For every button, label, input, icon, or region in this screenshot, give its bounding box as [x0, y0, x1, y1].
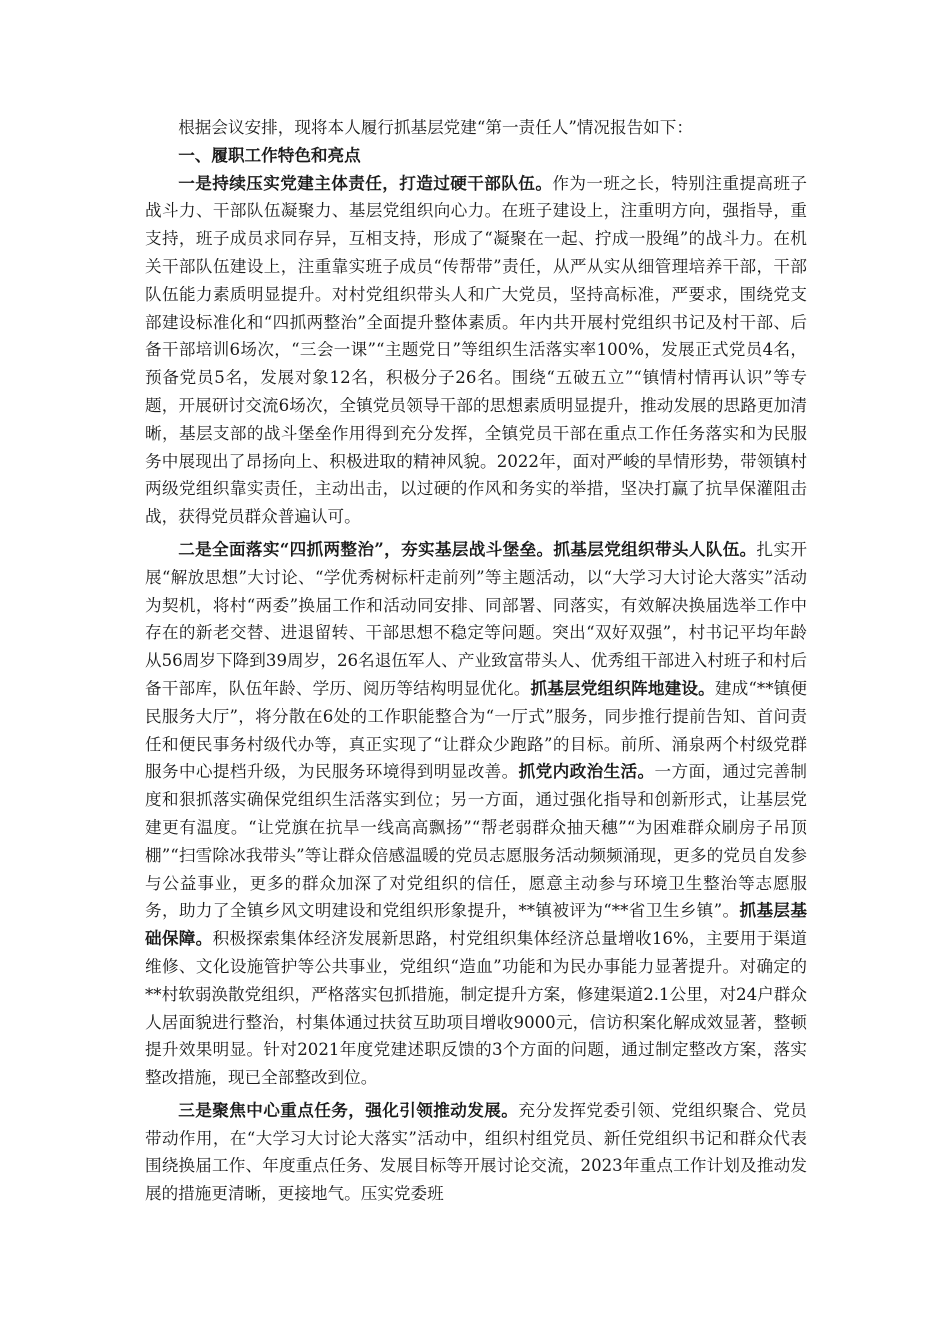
paragraph-2-body-3: 一方面，通过完善制度和狠抓落实确保党组织生活落实到位；另一方面，通过强化指导和创新形式，让基层党建更有温度。“让党旗在抗旱一线高高飘扬”“帮老弱群众抽天穗”“为困难群众刷房子吊顶棚”“扫雪除冰我带头”等让群众倍感温暖的党员志愿服务活动频频涌现，更多的党员自发参与公益事业，更多的群众加深了对党组织的信任，愿意主动参与环境卫生整治等志愿服务，助力了全镇乡风文明建设和党组织形象提升，**镇被评为“**省卫生乡镇”。	[145, 762, 807, 921]
paragraph-3-body: 充分发挥党委引领、党组织聚合、党员带动作用，在“大学习大讨论大落实”活动中，组织村组党员、新任党组织书记和群众代表围绕换届工作、年度重点任务、发展目标等开展讨论交流，2023年重点工作计划及推动发展的措施更清晰，更接地气。压实党委班	[145, 1100, 808, 1204]
paragraph-3	[145, 1097, 807, 1208]
paragraph-1-lead: 一是持续压实党建主体责任，打造过硬干部队伍。	[178, 172, 553, 193]
intro-paragraph: 根据会议安排，现将本人履行抓基层党建“第一责任人”情况报告如下：	[178, 118, 693, 137]
paragraph-2-lead-4: 抓基层基础保障。	[145, 900, 808, 949]
paragraph-2-lead: 二是全面落实“四抓两整治”，夯实基层战斗堡垒。抓基层党组织带头人队伍。	[178, 538, 757, 559]
paragraph-2-body-1: 扎实开展“解放思想”大讨论、“学优秀树标杆走前列”等主题活动，以“大学习大讨论大落实”活动为契机，将村“两委”换届工作和活动同安排、同部署、同落实，有效解决换届选举工作中存在的新老交替、进退留转、干部思想不稳定等问题。突出“双好双强”，村书记平均年龄从56周岁下降到39周岁，26名退伍军人、产业致富带头人、优秀组干部进入村班子和村后备干部库，队伍年龄、学历、阅历等结构明显优化。	[145, 539, 807, 698]
paragraph-2-lead-3: 抓党内政治生活。	[518, 761, 655, 782]
paragraph-3-lead: 三是聚焦中心重点任务，强化引领推动发展。	[178, 1099, 519, 1120]
section-heading: 一、履职工作特色和亮点	[178, 144, 361, 165]
document-body	[145, 114, 807, 1208]
paragraph-1-body: 作为一班之长，特别注重提高班子战斗力、干部队伍凝聚力、基层党组织向心力。在班子建设上，注重明方向，强指导，重支持，班子成员求同存异，互相支持，形成了“凝聚在一起、拧成一股绳”的战斗力。在机关干部队伍建设上，注重靠实班子成员“传帮带”责任，从严从实从细管理培养干部，干部队伍能力素质明显提升。对村党组织带头人和广大党员，坚持高标准，严要求，围绕党支部建设标准化和“四抓两整治”全面提升整体素质。年内共开展村党组织书记及村干部、后备干部培训6场次，“三会一课”“主题党日”等组织生活落实率100%，发展正式党员4名，预备党员5名，发展对象12名，积极分子26名。围绕“五破五立”“镇情村情再认识”等专题，开展研讨交流6场次，全镇党员领导干部的思想素质明显提升，推动发展的思路更加清晰，基层支部的战斗堡垒作用得到充分发挥，全镇党员干部在重点工作任务落实和为民服务中展现出了昂扬向上、积极进取的精神风貌。2022年，面对严峻的旱情形势，带领镇村两级党组织靠实责任，主动出击，以过硬的作风和务实的举措，坚决打赢了抗旱保灌阻击战，获得党员群众普遍认可。	[145, 173, 808, 527]
paragraph-2-lead-2: 抓基层党组织阵地建设。	[530, 677, 715, 698]
paragraph-2	[145, 536, 807, 1092]
paragraph-1	[145, 170, 807, 531]
paragraph-2-body-4: 积极探索集体经济发展新思路，村党组织集体经济总量增收16%，主要用于渠道维修、文化设施管护等公共事业，党组织“造血”功能和为民办事能力显著提升。对确定的**村软弱涣散党组织，严格落实包抓措施，制定提升方案，修建渠道2.1公里，对24户群众人居面貌进行整治，村集体通过扶贫互助项目增收9000元，信访积案化解成效显著，整顿提升效果明显。针对2021年度党建述职反馈的3个方面的问题，通过制定整改方案，落实整改措施，现已全部整改到位。	[145, 929, 808, 1088]
paragraph-2-body-2: 建成“**镇便民服务大厅”，将分散在6处的工作职能整合为“一厅式”服务，同步推行提前告知、首问责任和便民事务村级代办等，真正实现了“让群众少跑路”的目标。前所、涌泉两个村级党群服务中心提档升级，为民服务环境得到明显改善。	[145, 678, 808, 782]
